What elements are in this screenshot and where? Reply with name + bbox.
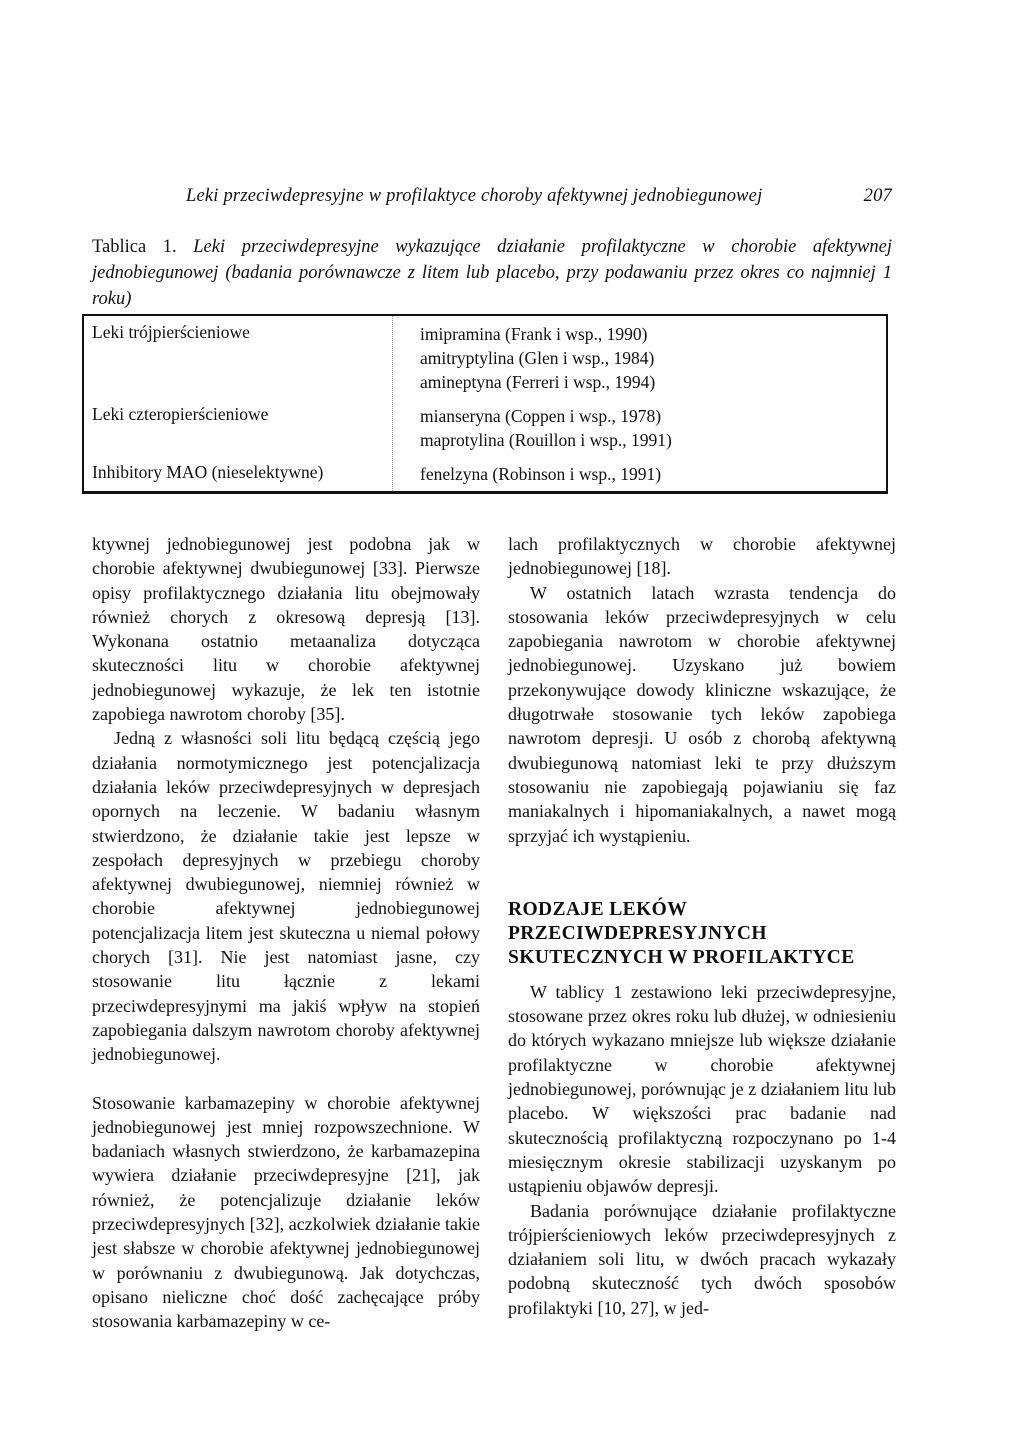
table-category: Leki czteropierścieniowe bbox=[92, 404, 269, 424]
table-drug-list bbox=[420, 322, 655, 394]
table-category: Leki trójpierścieniowe bbox=[92, 322, 250, 342]
table-drug-list bbox=[420, 404, 672, 452]
left-column bbox=[92, 532, 480, 1334]
paragraph: Stosowanie karbamazepiny w chorobie afektywnej jednobiegunowej jest mniej rozpowszechnione. W badaniach własnych stwierdzono, że karbamazepina wywiera działanie przeciwdepresyjne [21], jak również, że potencjalizuje działanie leków przeciwdepresyjnych [32], aczkolwiek działanie takie jest słabsze w chorobie afektywnej jednobiegunowej w porównaniu z dwubiegunową. Jak dotychczas, opisano nieliczne choć dość zachęcające próby stosowania karbamazepiny w ce- bbox=[92, 1092, 480, 1332]
table-divider bbox=[392, 316, 393, 491]
running-title: Leki przeciwdepresyjne w profilaktyce choroby afektywnej jednobiegunowej bbox=[186, 186, 763, 206]
table-drug: amineptyna (Ferreri i wsp., 1994) bbox=[420, 372, 656, 392]
paragraph: W tablicy 1 zestawiono leki przeciwdepresyjne, stosowane przez okres roku lub dłużej, w odniesieniu do których wykazano mniejsze lub większe działanie profilaktyczne w chorobie afektywnej jednobiegunowej, porównując je z działaniem litu lub placebo. W większości prac badanie nad skutecznością profilaktyczną rozpoczynano po 1-4 miesięcznym okresie stabilizacji uzyskanym po ustąpieniu objawów depresji. bbox=[508, 981, 896, 1197]
table-drug: maprotylina (Rouillon i wsp., 1991) bbox=[420, 430, 672, 450]
section-heading: RODZAJE LEKÓW PRZECIWDEPRESYJNYCH SKUTECZNYCH W PROFILAKTYCE bbox=[508, 898, 855, 968]
paragraph: lach profilaktycznych w chorobie afektywnej jednobiegunowej [18]. bbox=[508, 534, 896, 579]
table-drug-list bbox=[420, 462, 661, 486]
page-number: 207 bbox=[863, 186, 892, 206]
table-caption bbox=[92, 234, 892, 312]
paragraph: ktywnej jednobiegunowej jest podobna jak w chorobie afektywnej dwubiegunowej [33]. Pierwsze opisy profilaktycznego działania litu obejmowały również chorych z okresową depresją [13]. Wykonana ostatnio metaanaliza dotycząca skuteczności litu w chorobie afektywnej jednobiegunowej wykazuje, że lek ten istotnie zapobiega nawrotom choroby [35]. bbox=[92, 534, 480, 725]
table-label: Tablica 1. bbox=[92, 237, 177, 257]
table-drug: fenelzyna (Robinson i wsp., 1991) bbox=[420, 464, 662, 484]
paragraph: Jedną z własności soli litu będącą częścią jego działania normotymicznego jest potencjalizacja działania leków przeciwdepresyjnych w depresjach opornych na leczenie. W badaniu własnym stwierdzono, że działanie takie jest lepsze w zespołach depresyjnych w przebiegu choroby afektywnej dwubiegunowej, niemniej również w chorobie afektywnej jednobiegunowej potencjalizacja litem jest skuteczna u niemal połowy chorych [31]. Nie jest natomiast jasne, czy stosowanie litu łącznie z lekami przeciwdepresyjnymi ma jakiś wpływ na stopień zapobiegania dalszym nawrotom choroby afektywnej jednobiegunowej. bbox=[92, 728, 480, 1065]
table-drug: imipramina (Frank i wsp., 1990) bbox=[420, 324, 648, 344]
table-drug: mianseryna (Coppen i wsp., 1978) bbox=[420, 406, 662, 426]
table-caption-text: Leki przeciwdepresyjne wykazujące działanie profilaktyczne w chorobie afektywnej jednobiegunowej (badania porównawcze z litem lub placebo, przy podawaniu przez okres co najmniej 1 roku) bbox=[92, 237, 892, 309]
drug-table bbox=[82, 314, 888, 494]
right-column bbox=[508, 532, 896, 1320]
paragraph: Badania porównujące działanie profilaktyczne trójpierścieniowych leków przeciwdepresyjnych z działaniem soli litu, w dwóch pracach wykazały podobną skuteczność tych dwóch sposobów profilaktyki [10, 27], w jed- bbox=[508, 1200, 896, 1318]
paragraph: W ostatnich latach wzrasta tendencja do stosowania leków przeciwdepresyjnych w celu zapobiegania nawrotom w chorobie afektywnej jednobiegunowej. Uzyskano już bowiem przekonywujące dowody kliniczne wskazujące, że długotrwałe stosowanie tych leków zapobiega nawrotom depresji. U osób z chorobą afektywną dwubiegunową natomiast leki te przy dłuższym stosowaniu nie zapobiegają pojawianiu się faz maniakalnych i hipomaniakalnych, a nawet mogą sprzyjać ich wystąpieniu. bbox=[508, 582, 896, 846]
table-category: Inhibitory MAO (nieselektywne) bbox=[92, 462, 324, 482]
table-drug: amitryptylina (Glen i wsp., 1984) bbox=[420, 348, 655, 368]
